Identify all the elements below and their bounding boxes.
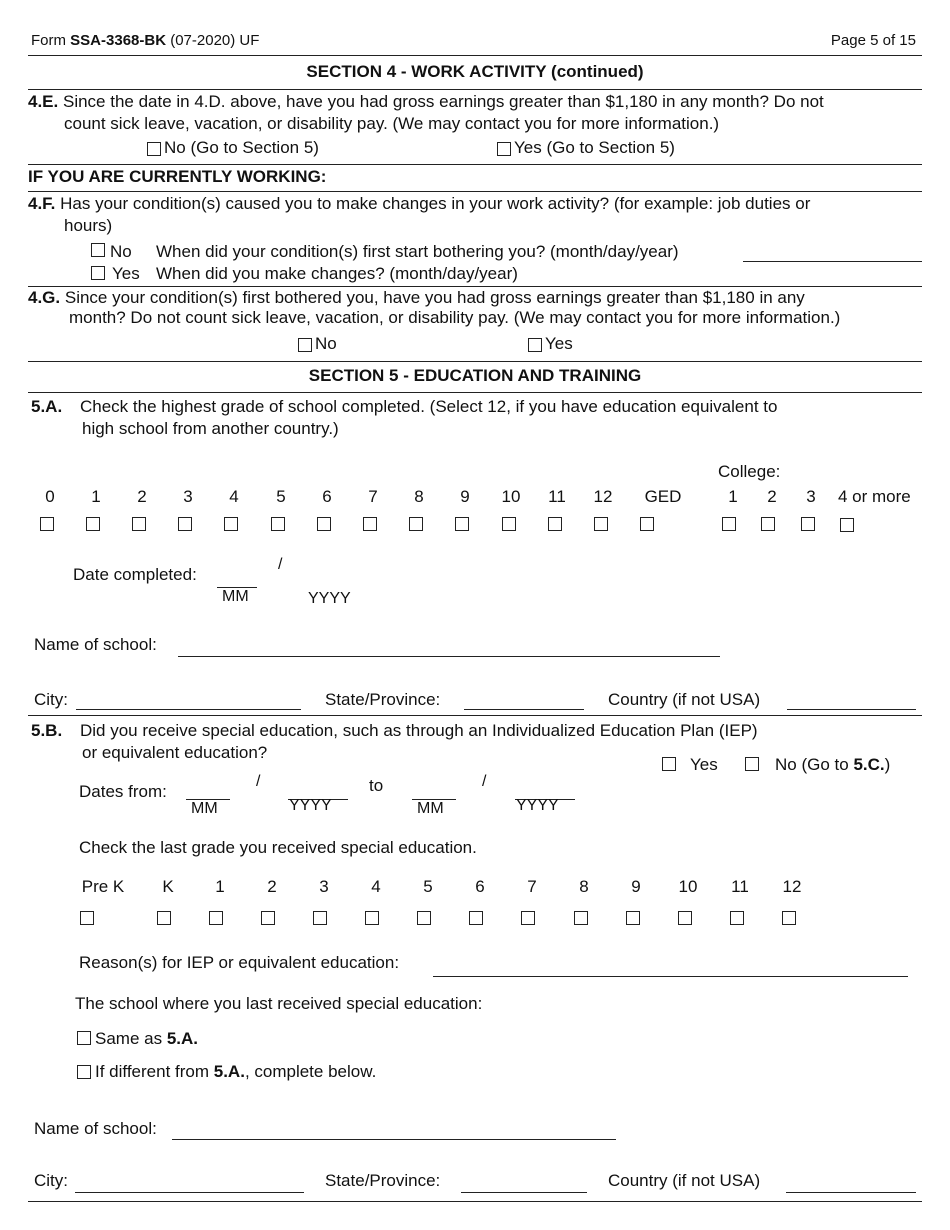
college-grade-label: 1 xyxy=(728,487,738,506)
country-field[interactable] xyxy=(787,709,916,710)
divider xyxy=(28,164,922,165)
special-grade-label: 10 xyxy=(678,877,698,896)
school-where-label: The school where you last received special education: xyxy=(75,994,483,1013)
q5b-yes-checkbox[interactable] xyxy=(662,757,676,771)
q4f-no-label: No xyxy=(110,242,132,261)
special-school-name-label: Name of school: xyxy=(34,1119,157,1138)
special-country-field[interactable] xyxy=(786,1192,916,1193)
q4e-yes-checkbox[interactable] xyxy=(497,142,511,156)
grade-ged-checkbox[interactable] xyxy=(640,517,654,531)
q4g-yes-label: Yes xyxy=(545,334,573,353)
q4f-no-checkbox[interactable] xyxy=(91,243,105,257)
grade-1-checkbox[interactable] xyxy=(86,517,100,531)
grade-label: 7 xyxy=(368,487,378,506)
divider xyxy=(28,89,922,90)
last-grade-label: Check the last grade you received special education. xyxy=(79,838,477,857)
q5b-no-ref: 5.C. xyxy=(853,755,885,774)
special-grade-5-checkbox[interactable] xyxy=(417,911,431,925)
q5a-line1: Check the highest grade of school completed. (Select 12, if you have education equivalent to xyxy=(80,397,778,416)
state-field[interactable] xyxy=(464,709,584,710)
section5-title: SECTION 5 - EDUCATION AND TRAINING xyxy=(308,366,642,385)
date-completed-label: Date completed: xyxy=(73,565,197,584)
grade-label: GED xyxy=(644,487,682,506)
q5b-no-suffix: ) xyxy=(884,755,891,774)
grade-4-checkbox[interactable] xyxy=(224,517,238,531)
from-month-hint: MM xyxy=(191,800,218,817)
city-field[interactable] xyxy=(76,709,301,710)
special-grade-3-checkbox[interactable] xyxy=(313,911,327,925)
grade-11-checkbox[interactable] xyxy=(548,517,562,531)
grade-label: 8 xyxy=(414,487,424,506)
q4g-line1 xyxy=(28,288,805,308)
special-grade-label: 2 xyxy=(267,877,277,896)
q5b-line2: or equivalent education? xyxy=(82,743,268,762)
college-2-checkbox[interactable] xyxy=(761,517,775,531)
grade-label: 5 xyxy=(276,487,286,506)
grade-7-checkbox[interactable] xyxy=(363,517,377,531)
q4g-line2: month? Do not count sick leave, vacation, or disability pay. (We may contact you for more information.) xyxy=(69,308,841,327)
q5a-line2: high school from another country.) xyxy=(82,419,339,438)
different-ref: 5.A. xyxy=(213,1062,245,1081)
special-grade-6-checkbox[interactable] xyxy=(469,911,483,925)
q4g-no-checkbox[interactable] xyxy=(298,338,312,352)
q5b-no-label xyxy=(775,755,890,775)
divider xyxy=(28,55,922,56)
q4f-yes-label: Yes xyxy=(112,264,140,283)
q4g-number: 4.G. xyxy=(28,288,61,307)
divider xyxy=(28,191,922,192)
special-grade-7-checkbox[interactable] xyxy=(521,911,535,925)
special-grade-9-checkbox[interactable] xyxy=(626,911,640,925)
q5a-number: 5.A. xyxy=(31,397,63,416)
college-grade-label: 2 xyxy=(767,487,777,506)
page-number: Page 5 of 15 xyxy=(830,32,916,49)
grade-10-checkbox[interactable] xyxy=(502,517,516,531)
divider xyxy=(28,361,922,362)
special-grade-label: 4 xyxy=(371,877,381,896)
special-grade-prek-checkbox[interactable] xyxy=(80,911,94,925)
special-country-label: Country (if not USA) xyxy=(608,1171,761,1190)
college-grade-label: 4 or more xyxy=(838,487,911,506)
q4f-yes-checkbox[interactable] xyxy=(91,266,105,280)
special-grade-label: 5 xyxy=(423,877,433,896)
currently-working-heading: IF YOU ARE CURRENTLY WORKING: xyxy=(28,167,327,186)
q4e-no-checkbox[interactable] xyxy=(147,142,161,156)
q5b-line1: Did you receive special education, such as through an Individualized Education Plan (IEP) xyxy=(80,721,758,740)
grade-label: 9 xyxy=(460,487,470,506)
special-grade-k-checkbox[interactable] xyxy=(157,911,171,925)
different-from-5a-checkbox[interactable] xyxy=(77,1065,91,1079)
different-suffix: , complete below. xyxy=(244,1062,377,1081)
grade-label: 3 xyxy=(183,487,193,506)
q4f-number: 4.F. xyxy=(28,194,56,213)
college-1-checkbox[interactable] xyxy=(722,517,736,531)
special-grade-11-checkbox[interactable] xyxy=(730,911,744,925)
special-school-name-field[interactable] xyxy=(172,1139,616,1140)
q4f-no-question: When did your condition(s) first start bothering you? (month/day/year) xyxy=(156,242,679,261)
special-grade-label: 7 xyxy=(527,877,537,896)
date-completed-year-field[interactable]: YYYY xyxy=(308,590,351,607)
q5b-no-checkbox[interactable] xyxy=(745,757,759,771)
form-id: SSA-3368-BK xyxy=(70,32,167,49)
section4-title: SECTION 4 - WORK ACTIVITY (continued) xyxy=(306,62,644,81)
grade-8-checkbox[interactable] xyxy=(409,517,423,531)
grade-label: 1 xyxy=(91,487,101,506)
special-grade-label: 9 xyxy=(631,877,641,896)
special-grade-4-checkbox[interactable] xyxy=(365,911,379,925)
special-grade-label: Pre K xyxy=(81,877,125,896)
q4f-text: Has your condition(s) caused you to make changes in your work activity? (for example: job duties or xyxy=(60,194,811,213)
college-grade-label: 3 xyxy=(806,487,816,506)
college-label: College: xyxy=(718,462,781,481)
q4e-no-label: No (Go to Section 5) xyxy=(164,138,319,157)
to-month-hint: MM xyxy=(417,800,444,817)
special-grade-12-checkbox[interactable] xyxy=(782,911,796,925)
grade-0-checkbox[interactable] xyxy=(40,517,54,531)
special-grade-label: 3 xyxy=(319,877,329,896)
q4f-start-date-field[interactable] xyxy=(743,261,922,262)
dates-from-label: Dates from: xyxy=(79,782,167,801)
grade-label: 12 xyxy=(593,487,613,506)
divider xyxy=(28,392,922,393)
q4e-line1 xyxy=(28,92,824,112)
date-slash: / xyxy=(482,773,487,790)
divider xyxy=(28,286,922,287)
q4g-yes-checkbox[interactable] xyxy=(528,338,542,352)
same-as-5a-checkbox[interactable] xyxy=(77,1031,91,1045)
grade-6-checkbox[interactable] xyxy=(317,517,331,531)
iep-reason-label: Reason(s) for IEP or equivalent education: xyxy=(79,953,400,972)
special-state-label: State/Province: xyxy=(325,1171,441,1190)
q4e-text: Since the date in 4.D. above, have you had gross earnings greater than $1,180 in any month? Do not xyxy=(62,92,824,111)
special-grade-label: 1 xyxy=(215,877,225,896)
state-label: State/Province: xyxy=(325,690,441,709)
grade-label: 0 xyxy=(45,487,55,506)
q4e-yes-label: Yes (Go to Section 5) xyxy=(514,138,675,157)
divider xyxy=(28,1201,922,1202)
q5b-yes-label: Yes xyxy=(690,755,718,774)
grade-label: 6 xyxy=(322,487,332,506)
college-4-or-more-checkbox[interactable] xyxy=(840,518,854,532)
grade-9-checkbox[interactable] xyxy=(455,517,469,531)
special-grade-label: 8 xyxy=(579,877,589,896)
date-slash: / xyxy=(278,556,283,573)
special-grade-2-checkbox[interactable] xyxy=(261,911,275,925)
to-year-hint: YYYY xyxy=(516,797,559,814)
q4g-no-label: No xyxy=(315,334,337,353)
divider xyxy=(28,715,922,716)
country-label: Country (if not USA) xyxy=(608,690,761,709)
q5b-number: 5.B. xyxy=(31,721,63,740)
grade-label: 2 xyxy=(137,487,147,506)
special-state-field[interactable] xyxy=(461,1192,587,1193)
special-city-field[interactable] xyxy=(75,1192,304,1193)
grade-label: 4 xyxy=(229,487,239,506)
form-prefix: Form xyxy=(31,32,66,49)
month-hint: MM xyxy=(222,588,249,605)
grade-2-checkbox[interactable] xyxy=(132,517,146,531)
form-identifier xyxy=(31,32,259,49)
grade-5-checkbox[interactable] xyxy=(271,517,285,531)
date-slash: / xyxy=(256,773,261,790)
q4f-yes-question: When did you make changes? (month/day/year) xyxy=(156,264,518,283)
special-grade-10-checkbox[interactable] xyxy=(678,911,692,925)
grade-label: 11 xyxy=(548,487,566,506)
same-as-text: Same as xyxy=(95,1029,163,1048)
special-city-label: City: xyxy=(34,1171,68,1190)
grade-3-checkbox[interactable] xyxy=(178,517,192,531)
city-label: City: xyxy=(34,690,68,709)
college-3-checkbox[interactable] xyxy=(801,517,815,531)
same-as-ref: 5.A. xyxy=(166,1029,199,1048)
different-from-5a-label xyxy=(95,1062,376,1082)
special-grade-label: 12 xyxy=(782,877,802,896)
special-grade-label: 6 xyxy=(475,877,485,896)
q4f-line1 xyxy=(28,194,810,214)
special-grade-label: K xyxy=(162,877,174,896)
grade-label: 10 xyxy=(501,487,521,506)
grade-12-checkbox[interactable] xyxy=(594,517,608,531)
special-grade-label: 11 xyxy=(731,877,749,896)
from-year-hint: YYYY xyxy=(289,797,332,814)
same-as-5a-label xyxy=(95,1029,198,1049)
q4e-number: 4.E. xyxy=(28,92,59,111)
different-text: If different from xyxy=(95,1062,210,1081)
special-grade-1-checkbox[interactable] xyxy=(209,911,223,925)
q4g-text: Since your condition(s) first bothered you, have you had gross earnings greater than $1,180 in any xyxy=(64,288,805,307)
iep-reason-field[interactable] xyxy=(433,976,908,977)
q5b-no-text: No (Go to xyxy=(775,755,849,774)
school-name-label: Name of school: xyxy=(34,635,157,654)
to-label: to xyxy=(369,776,384,795)
q4e-line2: count sick leave, vacation, or disability pay. (We may contact you for more information.) xyxy=(64,114,720,133)
special-grade-8-checkbox[interactable] xyxy=(574,911,588,925)
q4f-line2: hours) xyxy=(64,216,113,235)
form-revision: (07-2020) UF xyxy=(170,32,260,49)
school-name-field[interactable] xyxy=(178,656,720,657)
